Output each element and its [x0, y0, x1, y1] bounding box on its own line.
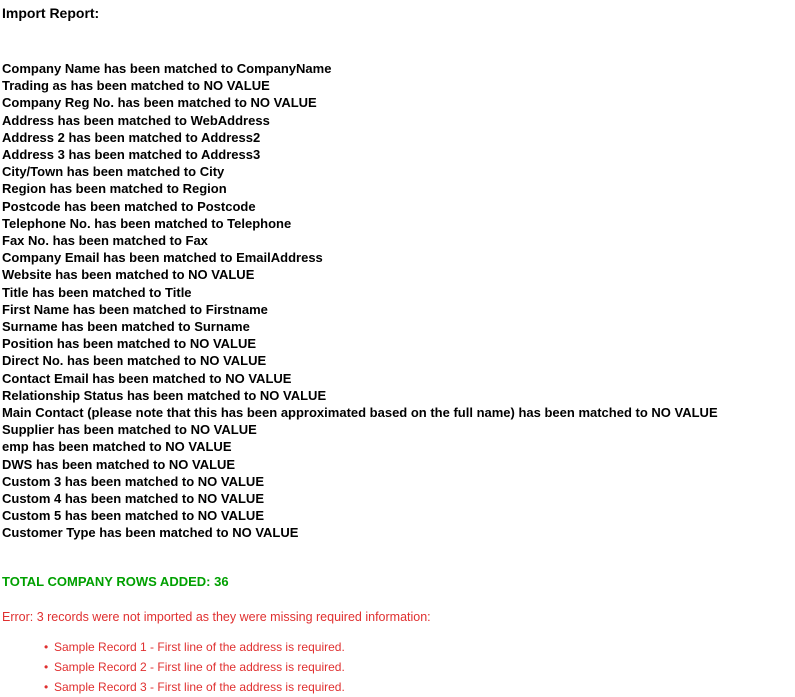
mapping-phrase: has been matched to [46, 181, 183, 197]
mapping-target-field: NO VALUE [199, 353, 267, 369]
mapping-phrase: has been matched to [67, 78, 204, 94]
mapping-source-field: Region [2, 181, 47, 197]
mapping-source-field: Supplier [2, 422, 55, 438]
mapping-target-field: Address3 [200, 147, 261, 163]
mapping-source-field: Customer Type [2, 525, 96, 541]
mapping-target-field: NO VALUE [197, 491, 264, 507]
mapping-source-field: Position [2, 336, 54, 352]
mapping-row [2, 335, 795, 352]
mapping-source-field: Address [2, 112, 55, 128]
mapping-source-field: Website [2, 267, 52, 283]
mapping-phrase: has been matched to [95, 525, 233, 541]
mapping-phrase: has been matched to [90, 215, 228, 231]
mapping-source-field: Company Reg No. [2, 95, 114, 111]
mapping-phrase: has been matched to [88, 370, 226, 386]
mapping-phrase: has been matched to [100, 61, 237, 76]
mapping-row [2, 438, 795, 455]
error-list-item: • Sample Record 2 - First line of the address is required. [44, 657, 795, 677]
mapping-target-field: NO VALUE [165, 439, 232, 455]
mapping-source-field: Title [2, 284, 29, 300]
mapping-target-field: NO VALUE [250, 95, 317, 111]
mapping-target-field: Surname [194, 319, 250, 335]
mapping-row [2, 77, 795, 94]
mapping-phrase: has been matched to [48, 233, 186, 249]
mapping-row [2, 456, 795, 473]
mapping-source-field: Fax No. [2, 233, 49, 249]
mapping-row [2, 490, 795, 507]
mapping-row [2, 507, 795, 524]
mapping-row [2, 198, 795, 215]
error-list-item: • Sample Record 3 - First line of the address is required. [44, 677, 795, 697]
mapping-row [2, 370, 795, 387]
mapping-source-field: Address 2 [2, 129, 65, 145]
mapping-target-field: Postcode [197, 198, 256, 214]
mapping-phrase: has been matched to [54, 422, 191, 438]
mapping-source-field: Custom 4 [2, 491, 62, 507]
mapping-target-field: Title [165, 284, 192, 300]
error-list-item: • Sample Record 1 - First line of the address is required. [44, 637, 795, 657]
total-rows-added: TOTAL COMPANY ROWS ADDED: 36 [2, 573, 229, 589]
mapping-phrase: has been matched to [32, 456, 169, 472]
mapping-target-field: City [199, 164, 225, 180]
mapping-row [2, 249, 795, 266]
mapping-phrase: has been matched to [61, 508, 198, 524]
mapping-row [2, 301, 795, 318]
mapping-phrase: has been matched to [69, 301, 206, 317]
import-report-page [0, 4, 795, 694]
mapping-source-field: Custom 5 [2, 508, 62, 524]
mapping-target-field: NO VALUE [190, 422, 257, 438]
mapping-target-field: NO VALUE [651, 405, 718, 421]
mapping-phrase: has been matched to [53, 336, 190, 352]
mapping-source-field: Main Contact (please note that this has been approximated based on the full name) [2, 405, 515, 421]
mapping-target-field: NO VALUE [232, 525, 299, 541]
mapping-source-field: First Name [2, 301, 70, 317]
mapping-source-field: Direct No. [2, 353, 64, 369]
mapping-phrase: has been matched to [63, 164, 200, 180]
mapping-row [2, 163, 795, 180]
mapping-source-field: Postcode [2, 198, 61, 214]
mapping-row [2, 387, 795, 404]
mapping-row [2, 473, 795, 490]
mapping-row [2, 146, 795, 163]
mapping-phrase: has been matched to [57, 319, 195, 335]
mapping-source-field: Surname [2, 319, 58, 335]
mapping-phrase: has been matched to [123, 387, 260, 403]
mapping-phrase: has been matched to [61, 473, 198, 489]
mapping-phrase: has been matched to [28, 439, 166, 455]
mapping-target-field: NO VALUE [197, 473, 264, 489]
error-list [0, 637, 795, 697]
error-summary: Error: 3 records were not imported as they were missing required information: [2, 609, 431, 624]
mapping-row [2, 352, 795, 369]
mapping-row [2, 129, 795, 146]
mapping-target-field: NO VALUE [259, 387, 327, 403]
mapping-target-field: Fax [185, 233, 208, 249]
mapping-phrase: has been matched to [28, 284, 166, 300]
field-mapping-list [2, 60, 795, 542]
mapping-row [2, 232, 795, 249]
mapping-source-field: Trading as [2, 78, 68, 94]
mapping-source-field: Address 3 [2, 147, 65, 163]
mapping-row [2, 112, 795, 129]
mapping-row [2, 404, 795, 421]
mapping-row [2, 318, 795, 335]
mapping-source-field: Company Email [2, 250, 100, 266]
mapping-row [2, 60, 795, 77]
mapping-row [2, 284, 795, 301]
mapping-target-field: NO VALUE [225, 370, 292, 386]
mapping-target-field: NO VALUE [168, 456, 236, 472]
mapping-target-field: NO VALUE [197, 508, 264, 524]
mapping-target-field: EmailAddress [236, 250, 323, 266]
mapping-target-field: CompanyName [236, 61, 332, 76]
mapping-target-field: NO VALUE [203, 78, 270, 94]
mapping-source-field: Relationship Status [2, 387, 124, 403]
mapping-phrase: has been matched to [113, 95, 251, 111]
mapping-row [2, 215, 795, 232]
mapping-phrase: has been matched to [63, 353, 200, 369]
mapping-target-field: Address2 [200, 129, 261, 145]
mapping-phrase: has been matched to [514, 405, 652, 421]
mapping-row [2, 266, 795, 283]
mapping-source-field: Company Name [2, 61, 101, 76]
mapping-row [2, 421, 795, 438]
mapping-source-field: Contact Email [2, 370, 89, 386]
page-title: Import Report: [2, 5, 100, 21]
mapping-target-field: Firstname [205, 301, 268, 317]
mapping-target-field: NO VALUE [189, 336, 257, 352]
mapping-phrase: has been matched to [64, 147, 201, 163]
mapping-target-field: WebAddress [190, 112, 270, 128]
mapping-source-field: DWS [2, 456, 33, 472]
mapping-target-field: Region [182, 181, 227, 197]
mapping-source-field: City/Town [2, 164, 64, 180]
mapping-phrase: has been matched to [51, 267, 189, 283]
mapping-source-field: emp [2, 439, 29, 455]
mapping-row [2, 180, 795, 197]
mapping-target-field: NO VALUE [188, 267, 255, 283]
mapping-target-field: Telephone [227, 215, 292, 231]
mapping-phrase: has been matched to [64, 129, 201, 145]
mapping-source-field: Custom 3 [2, 473, 62, 489]
mapping-row [2, 524, 795, 541]
mapping-phrase: has been matched to [61, 491, 198, 507]
mapping-source-field: Telephone No. [2, 215, 91, 231]
mapping-phrase: has been matched to [60, 198, 198, 214]
mapping-row [2, 94, 795, 111]
mapping-phrase: has been matched to [54, 112, 191, 128]
mapping-phrase: has been matched to [99, 250, 237, 266]
